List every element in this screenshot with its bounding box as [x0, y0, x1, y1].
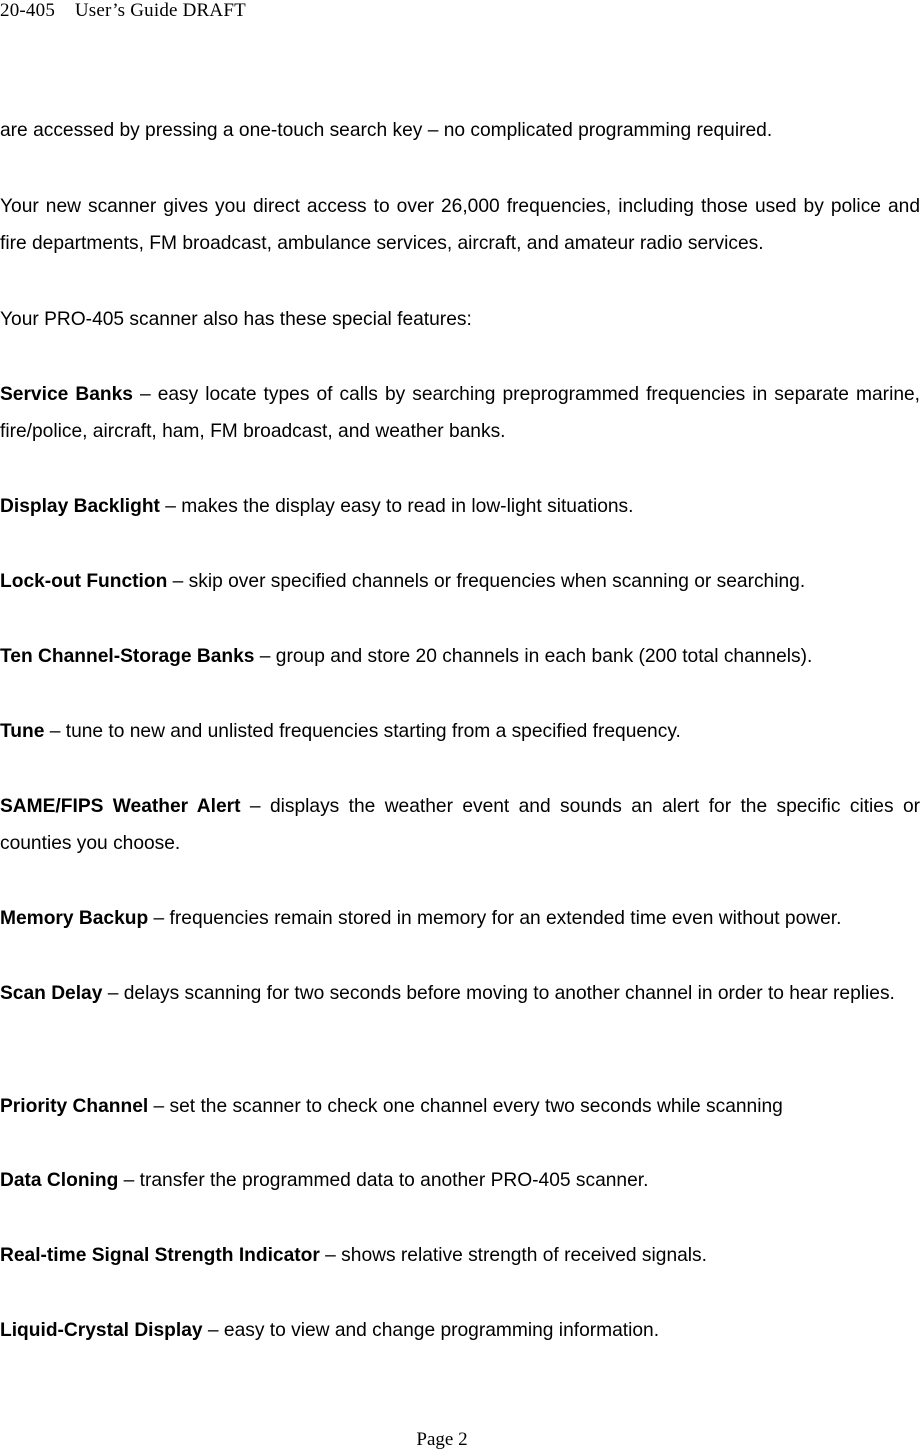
feature-priority-channel	[0, 1088, 920, 1125]
feature-desc: – easy to view and change programming information.	[202, 1320, 660, 1341]
feature-desc: – displays the weather event and sounds an alert for the specific cities or counties you choose.	[0, 796, 921, 854]
feature-data-cloning	[0, 1162, 920, 1199]
feature-term: Lock-out Function	[0, 571, 168, 592]
feature-liquid-crystal-display	[0, 1312, 920, 1349]
intro-paragraph-features-lead: Your PRO-405 scanner also has these special features:	[0, 309, 472, 330]
feature-lock-out-function	[0, 563, 920, 600]
feature-desc: – delays scanning for two seconds before moving to another channel in order to hear replies.	[102, 983, 895, 1004]
feature-service-banks	[0, 376, 920, 450]
feature-term: Service Banks	[0, 384, 133, 405]
feature-display-backlight	[0, 488, 920, 525]
intro-paragraph-frequencies: Your new scanner gives you direct access to over 26,000 frequencies, including those used by police and fire departments, FM broadcast, ambulance services, aircraft, and amateur radio services.	[0, 196, 920, 254]
feature-term: Real-time Signal Strength Indicator	[0, 1245, 320, 1266]
feature-weather-alert	[0, 788, 920, 862]
feature-term: SAME/FIPS Weather Alert	[0, 796, 241, 817]
feature-term: Scan Delay	[0, 983, 103, 1004]
feature-term: Tune	[0, 721, 45, 742]
feature-term: Priority Channel	[0, 1096, 149, 1117]
feature-term: Ten Channel-Storage Banks	[0, 646, 255, 667]
feature-term: Display Backlight	[0, 496, 160, 517]
feature-scan-delay	[0, 975, 920, 1012]
intro-paragraph-continuation: are accessed by pressing a one-touch search key – no complicated programming required.	[0, 120, 773, 141]
feature-desc: – easy locate types of calls by searching preprogrammed frequencies in separate marine, fire/police, aircraft, ham, FM broadcast, and weather banks.	[0, 384, 921, 442]
feature-desc: – skip over specified channels or frequencies when scanning or searching.	[167, 571, 806, 592]
page-number: Page 2	[416, 1429, 468, 1450]
feature-desc: – set the scanner to check one channel every two seconds while scanning	[148, 1096, 783, 1117]
feature-desc: – makes the display easy to read in low-light situations.	[159, 496, 634, 517]
feature-desc: – group and store 20 channels in each bank (200 total channels).	[254, 646, 813, 667]
feature-desc: – transfer the programmed data to another PRO-405 scanner.	[118, 1170, 649, 1191]
feature-tune	[0, 713, 920, 750]
feature-term: Liquid-Crystal Display	[0, 1320, 203, 1341]
feature-memory-backup	[0, 900, 920, 937]
feature-desc: – frequencies remain stored in memory for an extended time even without power.	[148, 908, 842, 929]
feature-signal-strength-indicator	[0, 1237, 920, 1274]
feature-channel-storage-banks	[0, 638, 920, 675]
feature-term: Data Cloning	[0, 1170, 119, 1191]
feature-term: Memory Backup	[0, 908, 149, 929]
feature-desc: – tune to new and unlisted frequencies starting from a specified frequency.	[44, 721, 681, 742]
feature-desc: – shows relative strength of received signals.	[319, 1245, 707, 1266]
page-header: 20-405 User’s Guide DRAFT	[0, 0, 246, 21]
